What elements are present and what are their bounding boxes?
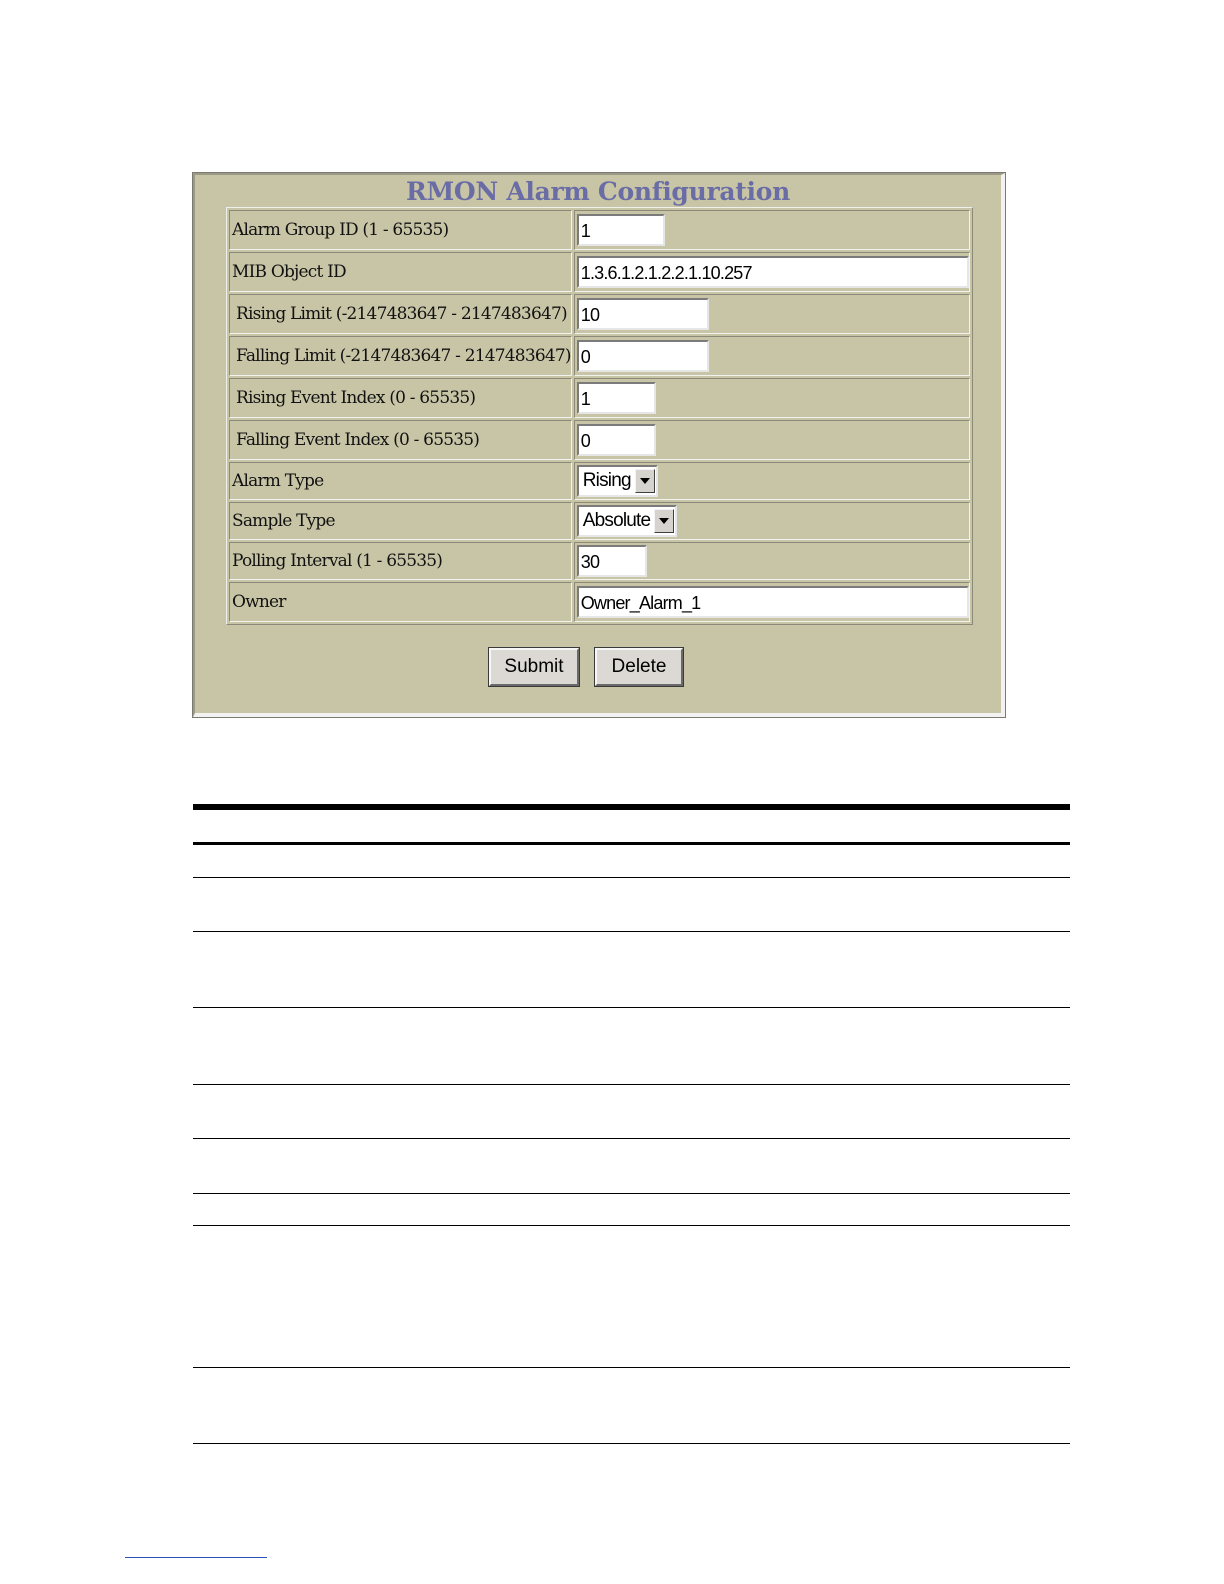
table-row-divider [193,931,1070,932]
row-owner [229,582,970,622]
chevron-down-icon[interactable] [654,509,674,533]
table-header-rule [193,842,1070,845]
chevron-down-icon[interactable] [635,469,655,493]
table-row-divider [193,1225,1070,1226]
owner-input[interactable]: Owner_Alarm_1 [577,586,969,618]
row-polling-interval [229,542,970,580]
row-falling-limit [229,336,970,376]
row-alarm-type [229,462,970,500]
footer-link-underline [125,1557,267,1558]
owner-label: Owner [229,582,572,622]
falling-limit-label: Falling Limit (-2147483647 - 2147483647) [229,336,572,376]
row-falling-event-index [229,420,970,460]
rmon-alarm-config-panel [193,173,1005,717]
alarm-type-select[interactable] [577,465,658,497]
alarm-group-id-input[interactable]: 1 [577,214,665,246]
rising-event-index-label: Rising Event Index (0 - 65535) [229,378,572,418]
table-row-divider [193,1084,1070,1085]
alarm-type-label: Alarm Type [229,462,572,500]
sample-type-select[interactable] [577,505,678,537]
table-bottom-rule [193,1443,1070,1444]
falling-event-index-input[interactable]: 0 [577,424,656,456]
row-alarm-group-id [229,210,970,250]
mib-object-id-input[interactable]: 1.3.6.1.2.1.2.2.1.10.257 [577,256,969,288]
row-rising-event-index [229,378,970,418]
alarm-config-table [226,207,973,625]
row-mib-object-id [229,252,970,292]
sample-type-label: Sample Type [229,502,572,540]
table-top-rule [193,804,1070,810]
table-row-divider [193,1193,1070,1194]
table-row-divider [193,1007,1070,1008]
sample-type-selected: Absolute [582,510,651,531]
falling-limit-input[interactable]: 0 [577,340,709,372]
rising-event-index-input[interactable]: 1 [577,382,656,414]
row-rising-limit [229,294,970,334]
table-row-divider [193,877,1070,878]
falling-event-index-label: Falling Event Index (0 - 65535) [229,420,572,460]
alarm-type-selected: Rising [582,470,631,491]
rising-limit-label: Rising Limit (-2147483647 - 2147483647) [229,294,572,334]
polling-interval-input[interactable]: 30 [577,545,647,577]
mib-object-id-label: MIB Object ID [229,252,572,292]
alarm-group-id-label: Alarm Group ID (1 - 65535) [229,210,572,250]
submit-button[interactable]: Submit [489,648,579,686]
rising-limit-input[interactable]: 10 [577,298,709,330]
table-row-divider [193,1367,1070,1368]
table-row-divider [193,1138,1070,1139]
polling-interval-label: Polling Interval (1 - 65535) [229,542,572,580]
delete-button[interactable]: Delete [595,648,683,686]
row-sample-type [229,502,970,540]
panel-title: RMON Alarm Configuration [406,177,790,206]
